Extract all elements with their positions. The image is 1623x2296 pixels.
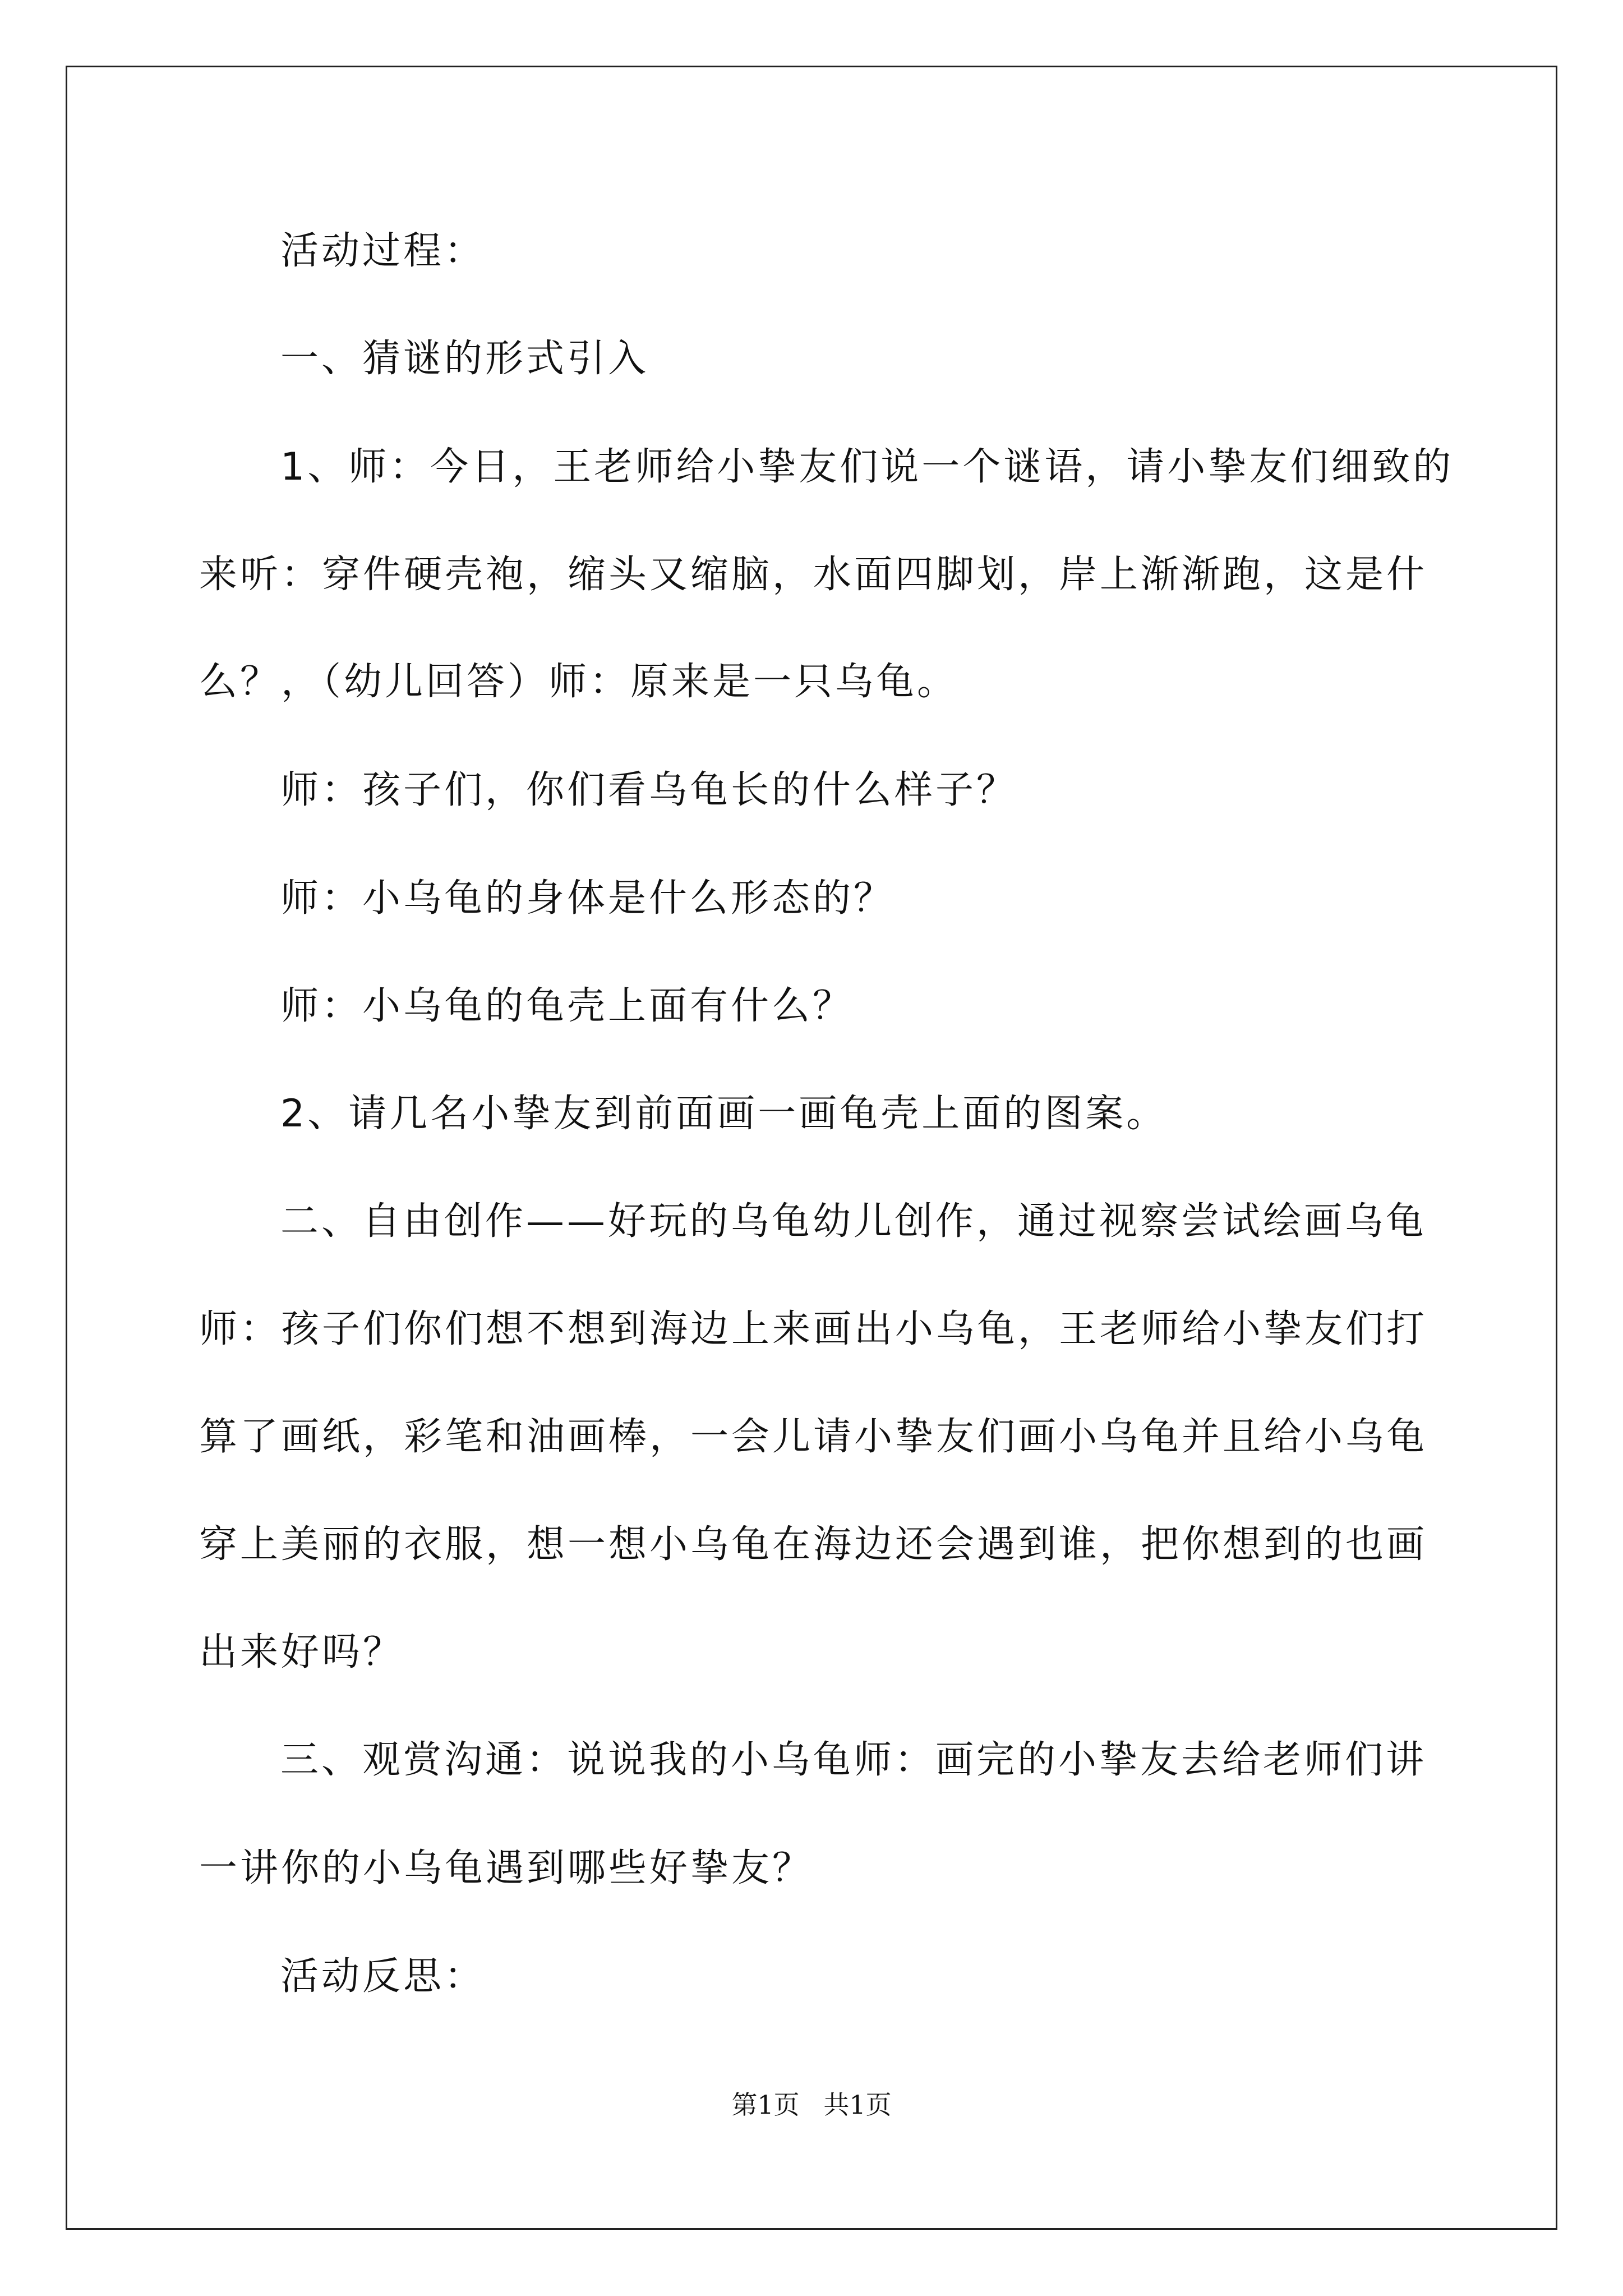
page-footer xyxy=(0,2088,1623,2122)
paragraph-line: 1、师：今日，王老师给小挚友们说一个谜语，请小挚友们细致的 xyxy=(280,445,1454,489)
heading-activity-process: 活动过程： xyxy=(280,229,486,273)
section-one-title: 一、猜谜的形式引入 xyxy=(280,337,649,381)
paragraph-line: 出来好吗？ xyxy=(199,1630,404,1674)
heading-activity-reflection: 活动反思： xyxy=(280,1954,486,1999)
paragraph-line: 2、请几名小挚友到前面画一画龟壳上面的图案。 xyxy=(280,1092,1168,1136)
page-border xyxy=(66,66,1557,2230)
paragraph-line: 算了画纸，彩笔和油画棒，一会儿请小挚友们画小乌龟并且给小乌龟 xyxy=(199,1415,1428,1459)
paragraph-line: 来听：穿件硬壳袍，缩头又缩脑，水面四脚划，岸上渐渐跑，这是什 xyxy=(199,553,1428,597)
paragraph-line: 一讲你的小乌龟遇到哪些好挚友？ xyxy=(199,1846,814,1890)
paragraph-line: 师：小乌龟的龟壳上面有什么？ xyxy=(280,984,854,1028)
paragraph-line: 师：孩子们，你们看乌龟长的什么样子？ xyxy=(280,768,1018,812)
section-three-title: 三、观赏沟通：说说我的小乌龟师：画完的小挚友去给老师们讲 xyxy=(280,1738,1427,1782)
section-two-title: 二、自由创作——好玩的乌龟幼儿创作，通过视察尝试绘画乌龟 xyxy=(280,1199,1427,1244)
page-number: 第1页 xyxy=(731,2090,800,2120)
paragraph-line: 么？，（幼儿回答）师：原来是一只乌龟。 xyxy=(199,660,958,704)
paragraph-line: 师：小乌龟的身体是什么形态的？ xyxy=(280,876,895,921)
paragraph-line: 穿上美丽的衣服，想一想小乌龟在海边还会遇到谁，把你想到的也画 xyxy=(199,1522,1428,1567)
total-pages: 共1页 xyxy=(823,2090,892,2120)
paragraph-line: 师：孩子们你们想不想到海边上来画出小乌龟，王老师给小挚友们打 xyxy=(199,1307,1428,1351)
